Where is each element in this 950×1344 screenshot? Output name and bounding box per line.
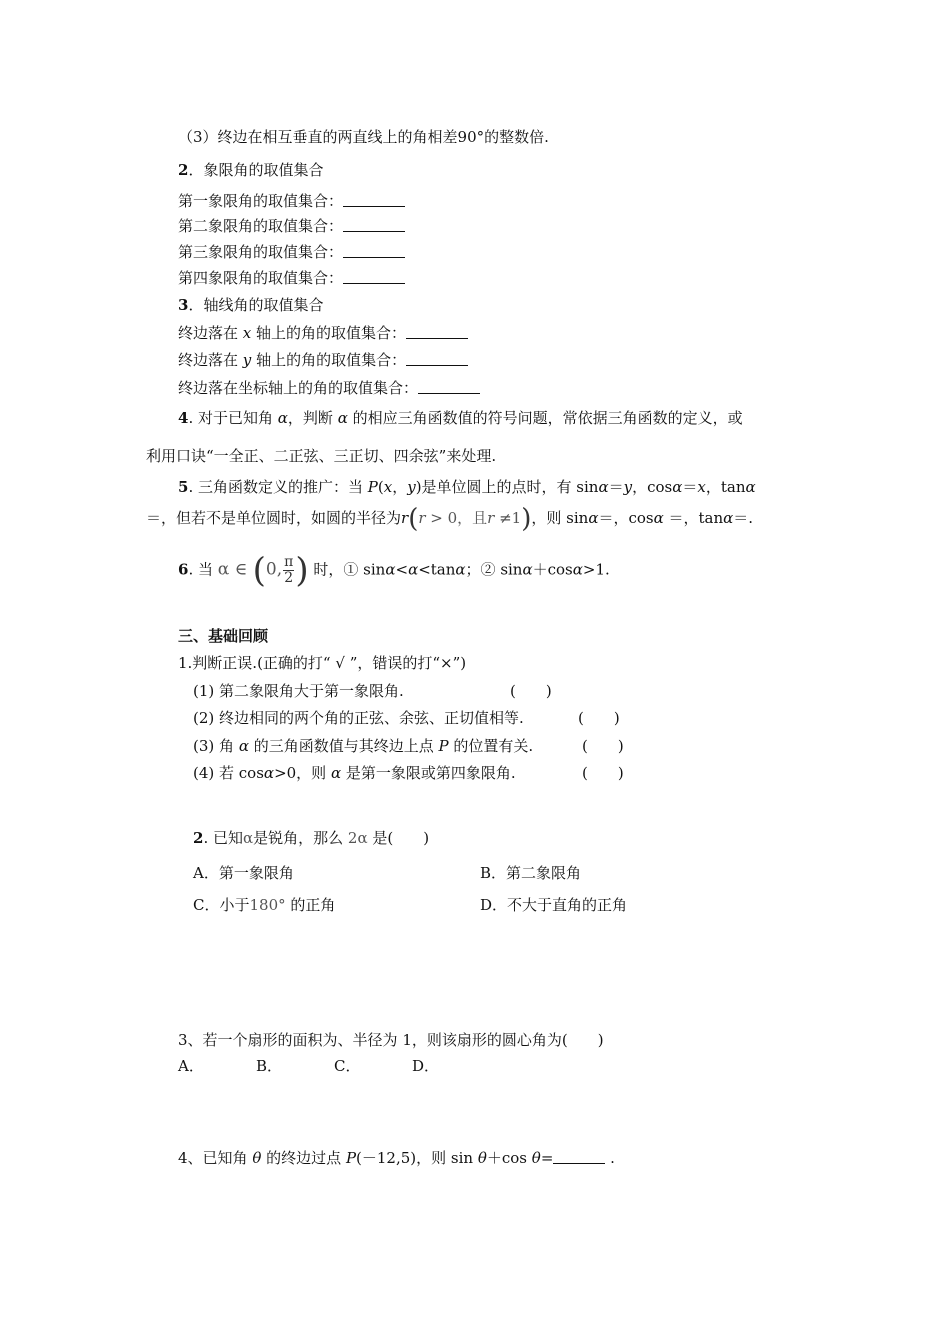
question-4: 4、已知角 θ 的终边过点 P(－12,5)，则 sin θ＋cos θ= . [178, 1149, 615, 1167]
option-d[interactable]: D．不大于直角的正角 [480, 896, 628, 914]
judgement-1-answer[interactable]: ( ) [510, 682, 552, 700]
q3-option-c[interactable]: C． [334, 1057, 361, 1075]
coord-axis-set: 终边落在坐标轴上的角的取值集合： [178, 378, 480, 398]
quadrant-1-set: 第一象限角的取值集合： [178, 191, 405, 211]
section-2-title: 2．象限角的取值集合 [178, 161, 324, 179]
question-2: 2. 已知α是锐角，那么 2α 是( ) [193, 829, 430, 847]
question-3: 3、若一个扇形的面积为、半径为 1，则该扇形的圆心角为( ) [178, 1031, 604, 1049]
section-6-line: 6. 当 α ∈ (0, $\frac{\pi}{2}$ ) 时，① sinα<α<tanα；② sinα＋cosα>1. [178, 550, 610, 591]
section-5-line-2: ＝，但若不是单位圆时，如圆的半径为r(r > 0，且r ≠1)，则 sinα＝，cosα ＝，tanα＝. [146, 504, 754, 534]
q3-option-d[interactable]: D． [412, 1057, 440, 1075]
option-b[interactable]: B．第二象限角 [480, 864, 582, 882]
blank[interactable] [418, 379, 480, 394]
section-3-title: 3．轴线角的取值集合 [178, 296, 324, 314]
q3-option-b[interactable]: B． [256, 1057, 283, 1075]
q3-option-a[interactable]: A． [178, 1057, 204, 1075]
section-4-line-2: 利用口诀“一全正、二正弦、三正切、四余弦”来处理. [146, 447, 497, 465]
judgement-4: (4) 若 cosα>0，则 α 是第一象限或第四象限角. [193, 764, 516, 782]
judgement-1: (1) 第二象限角大于第一象限角. [193, 682, 404, 700]
judgement-2: (2) 终边相同的两个角的正弦、余弦、正切值相等. [193, 709, 524, 727]
item-3-text: （3）终边在相互垂直的两直线上的角相差90°的整数倍. [178, 128, 549, 146]
y-axis-set: 终边落在 y 轴上的角的取值集合： [178, 350, 468, 370]
judgement-3-answer[interactable]: ( ) [582, 737, 624, 755]
blank[interactable] [343, 243, 405, 258]
option-c[interactable]: C．小于180° 的正角 [193, 896, 336, 914]
judgement-2-answer[interactable]: ( ) [578, 709, 620, 727]
answer-blank[interactable] [553, 1149, 605, 1164]
section-4-line-1: 4. 对于已知角 α，判断 α 的相应三角函数值的符号问题，常依据三角函数的定义，或 [178, 409, 743, 427]
quadrant-3-set: 第三象限角的取值集合： [178, 242, 405, 262]
blank[interactable] [406, 324, 468, 339]
question-1-title: 1.判断正误.(正确的打“ √ ”，错误的打“×”) [178, 654, 467, 672]
section-5-line-1: 5. 三角函数定义的推广：当 P(x，y)是单位圆上的点时，有 sinα＝y，cosα＝x，tanα [178, 478, 756, 496]
blank[interactable] [343, 269, 405, 284]
quadrant-2-set: 第二象限角的取值集合： [178, 216, 405, 236]
option-a[interactable]: A．第一象限角 [193, 864, 294, 882]
blank[interactable] [343, 217, 405, 232]
judgement-3: (3) 角 α 的三角函数值与其终边上点 P 的位置有关. [193, 737, 534, 755]
pi-over-2-fraction: $\frac{\pi}{2}$ [284, 554, 294, 586]
review-heading: 三、基础回顾 [178, 627, 269, 645]
x-axis-set: 终边落在 x 轴上的角的取值集合： [178, 323, 468, 343]
judgement-4-answer[interactable]: ( ) [582, 764, 624, 782]
blank[interactable] [406, 351, 468, 366]
quadrant-4-set: 第四象限角的取值集合： [178, 268, 405, 288]
blank[interactable] [343, 192, 405, 207]
